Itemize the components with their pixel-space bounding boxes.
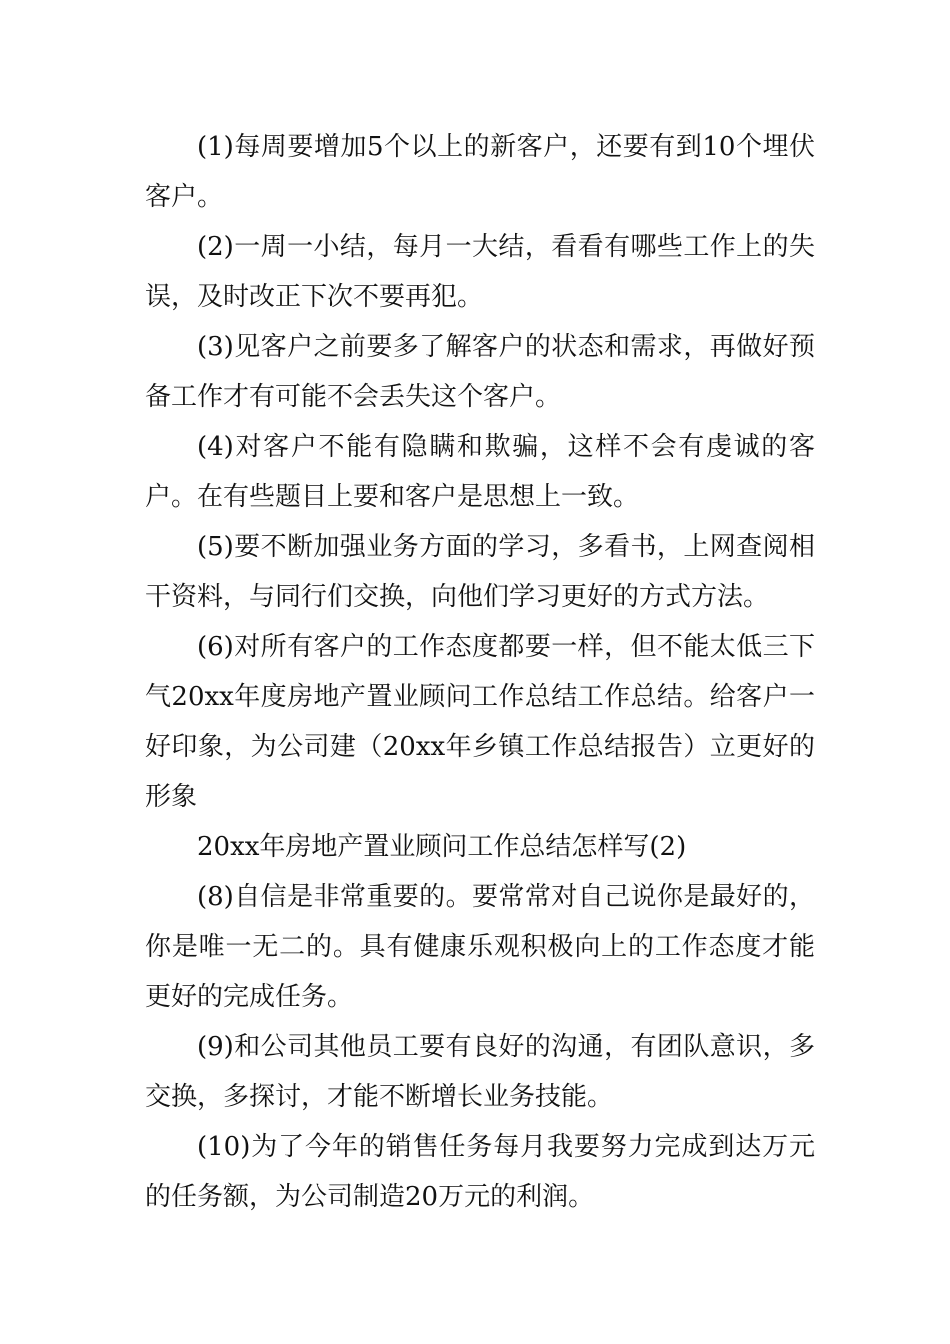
paragraph-9: (9)和公司其他员工要有良好的沟通，有团队意识，多交换，多探讨，才能不断增长业务技能。 <box>145 1032 815 1112</box>
paragraph-5: (5)要不断加强业务方面的学习，多看书，上网查阅相干资料，与同行们交换，向他们学习更好的方式方法。 <box>145 532 815 612</box>
paragraph-6: (6)对所有客户的工作态度都要一样，但不能太低三下气20xx年度房地产置业顾问工作总结工作总结。给客户一好印象，为公司建（20xx年乡镇工作总结报告）立更好的形象 <box>145 632 815 812</box>
paragraph-3: (3)见客户之前要多了解客户的状态和需求，再做好预备工作才有可能不会丢失这个客户。 <box>145 332 815 412</box>
paragraph-8: (8)自信是非常重要的。要常常对自己说你是最好的，你是唯一无二的。具有健康乐观积极向上的工作态度才能更好的完成任务。 <box>145 882 815 1012</box>
paragraph-4: (4)对客户不能有隐瞒和欺骗，这样不会有虔诚的客户。在有些题目上要和客户是思想上一致。 <box>145 432 815 512</box>
paragraph-2: (2)一周一小结，每月一大结，看看有哪些工作上的失误，及时改正下次不要再犯。 <box>145 232 815 312</box>
paragraph-10: (10)为了今年的销售任务每月我要努力完成到达万元的任务额，为公司制造20万元的利润。 <box>145 1132 815 1212</box>
section-heading: 20xx年房地产置业顾问工作总结怎样写(2) <box>197 832 687 862</box>
paragraph-1: (1)每周要增加5个以上的新客户，还要有到10个埋伏客户。 <box>145 132 815 212</box>
document-body <box>145 122 815 1222</box>
